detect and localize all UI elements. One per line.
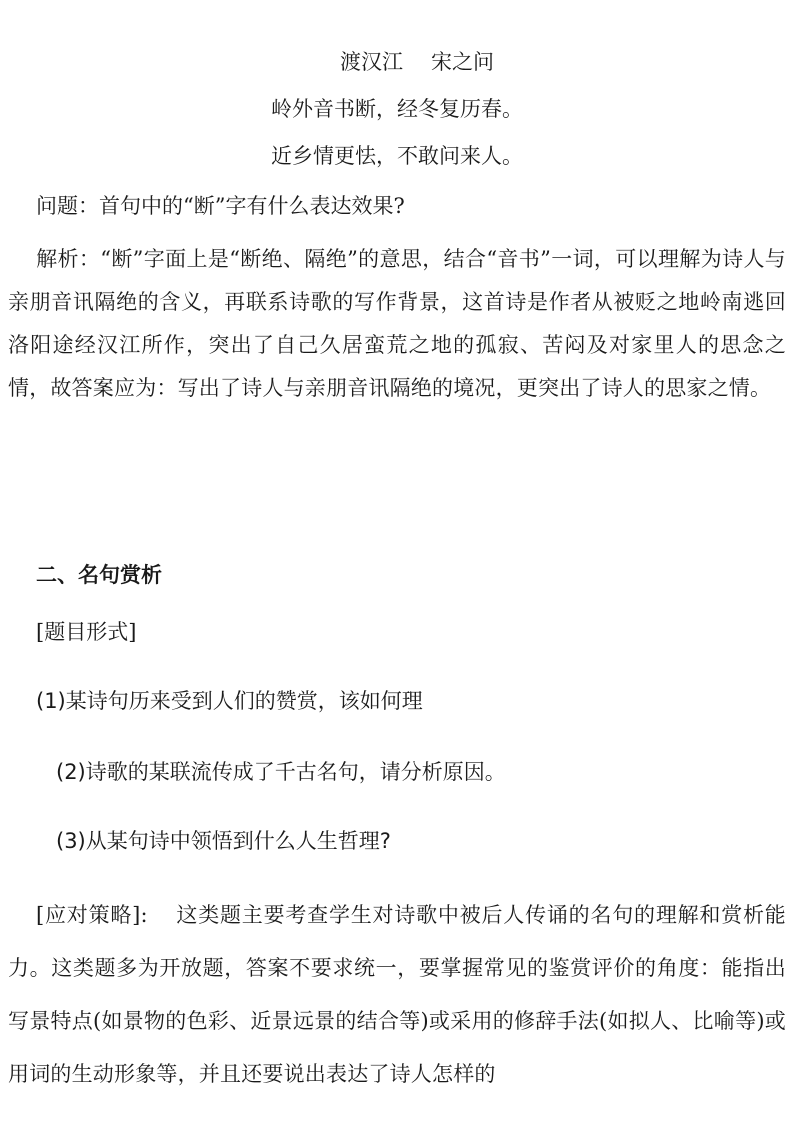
form-item-1: (1)某诗句历来受到人们的赞赏，该如何理: [36, 689, 423, 713]
poem-author: 宋之问: [431, 50, 494, 74]
form-label: [题目形式]: [36, 620, 137, 644]
poem-line-2: 近乡情更怯，不敢问来人。: [271, 144, 523, 168]
strategy-text: 这类题主要考查学生对诗歌中被后人传诵的名句的理解和赏析能力。这类题多为开放题，答案不要求统一，要掌握常见的鉴赏评价的角度：能指出写景特点(如景物的色彩、近景远景的结合等)或采用的修辞手法(如拟人、比喻等)或用词的生动形象等，并且还要说出表达了诗人怎样的: [8, 903, 786, 1086]
form-item-2: (2)诗歌的某联流传成了千古名句，请分析原因。: [56, 760, 506, 784]
strategy-paragraph: [8, 889, 786, 1101]
analysis-paragraph: 解析：“断”字面上是“断绝、隔绝”的意思，结合“音书”一词，可以理解为诗人与亲朋音讯隔绝的含义，再联系诗歌的写作背景，这首诗是作者从被贬之地岭南逃回洛阳途经汉江所作，突出了自己久居蛮荒之地的孤寂、苦闷及对家里人的思念之情，故答案应为：写出了诗人与亲朋音讯隔绝的境况，更突出了诗人的思家之情。: [8, 247, 786, 400]
question-text: 问题：首句中的“断”字有什么表达效果?: [36, 194, 405, 218]
poem-line-1: 岭外音书断，经冬复历春。: [271, 97, 523, 121]
section-heading: 二、名句赏析: [36, 563, 162, 587]
form-item-3: (3)从某句诗中领悟到什么人生哲理?: [56, 829, 391, 853]
poem-title: 渡汉江: [340, 50, 403, 74]
poem-title-line: [20, 47, 794, 77]
strategy-label: [应对策略]:: [36, 903, 148, 927]
